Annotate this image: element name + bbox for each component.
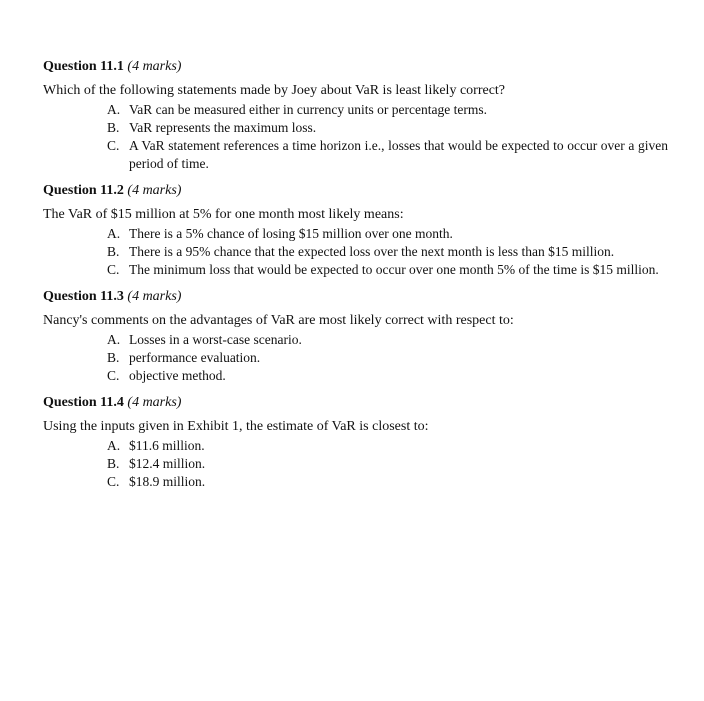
option-text: There is a 95% chance that the expected loss over the next month is less than $15 million. [129,244,615,259]
question-11-2 [43,182,668,279]
option-text: The minimum loss that would be expected to occur over one month 5% of the time is $15 million. [129,262,659,277]
question-11-4 [43,394,668,491]
question-label: Question 11.3 [43,289,124,304]
option-letter: B. [107,244,120,259]
question-title [43,288,668,306]
option-a [107,101,668,119]
option-b [107,119,668,137]
option-a [107,437,668,455]
question-marks: (4 marks) [127,183,182,198]
question-title [43,182,668,200]
option-letter: B. [107,350,120,365]
question-label: Question 11.4 [43,395,124,410]
question-label: Question 11.1 [43,59,124,74]
option-letter: C. [107,474,120,489]
option-text: $11.6 million. [129,438,205,453]
option-b [107,349,668,367]
option-list [43,331,668,385]
question-stem: Using the inputs given in Exhibit 1, the estimate of VaR is closest to: [43,419,429,434]
question-stem: Nancy's comments on the advantages of VaR are most likely correct with respect to: [43,313,514,328]
option-text: $18.9 million. [129,474,206,489]
question-11-3 [43,288,668,385]
option-list [43,437,668,491]
option-letter: B. [107,456,120,471]
option-c [107,261,668,279]
option-a [107,331,668,349]
option-letter: A. [107,438,121,453]
option-text: A VaR statement references a time horizon i.e., losses that would be expected to occur over a given period of time. [129,138,668,171]
question-marks: (4 marks) [127,395,182,410]
option-text: objective method. [129,368,226,383]
option-letter: C. [107,138,120,153]
question-stem: Which of the following statements made by Joey about VaR is least likely correct? [43,83,506,98]
question-11-1 [43,58,668,173]
option-c [107,367,668,385]
option-text: VaR represents the maximum loss. [129,120,317,135]
question-title [43,58,668,76]
option-letter: C. [107,368,120,383]
option-text: VaR can be measured either in currency units or percentage terms. [129,102,487,117]
option-letter: B. [107,120,120,135]
question-title [43,394,668,412]
option-list [43,225,668,279]
option-letter: C. [107,262,120,277]
option-a [107,225,668,243]
option-text: Losses in a worst-case scenario. [129,332,302,347]
option-c [107,473,668,491]
option-list [43,101,668,173]
question-marks: (4 marks) [127,289,182,304]
option-letter: A. [107,226,121,241]
option-b [107,455,668,473]
option-c [107,137,668,173]
option-letter: A. [107,332,121,347]
question-stem: The VaR of $15 million at 5% for one month most likely means: [43,207,404,222]
option-b [107,243,668,261]
option-text: $12.4 million. [129,456,206,471]
option-letter: A. [107,102,121,117]
question-label: Question 11.2 [43,183,124,198]
question-marks: (4 marks) [127,59,182,74]
option-text: There is a 5% chance of losing $15 million over one month. [129,226,453,241]
document-body [43,58,668,491]
option-text: performance evaluation. [129,350,261,365]
